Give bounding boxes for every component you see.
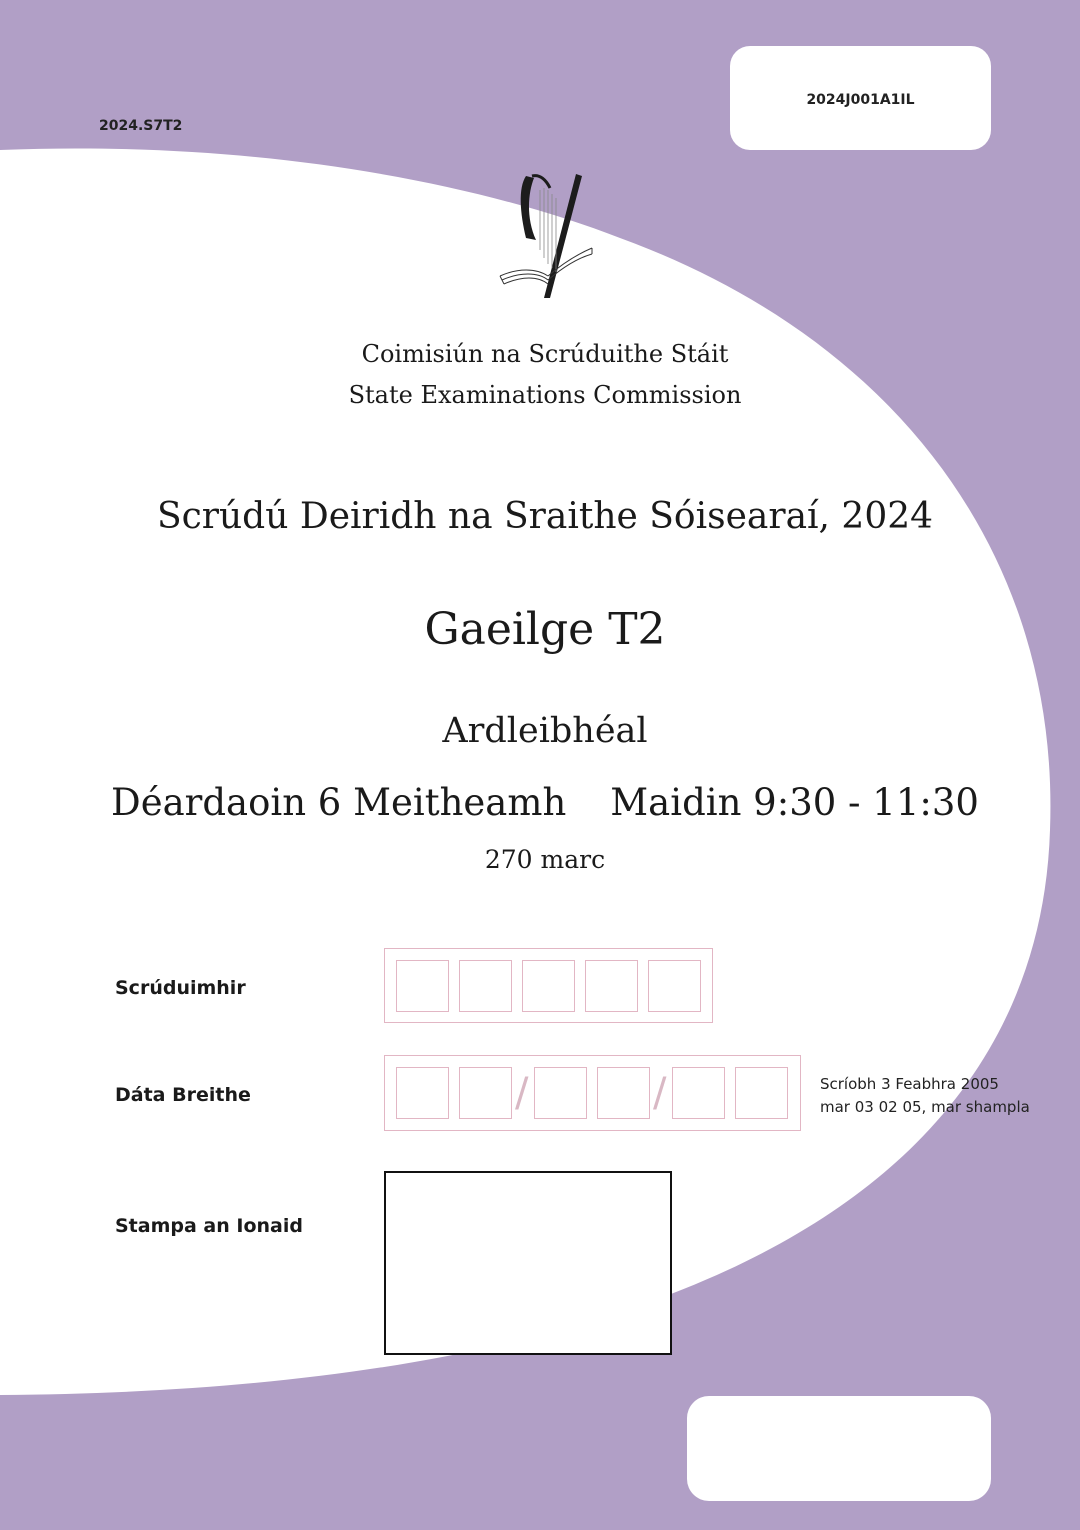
exam-number-digit-box[interactable] (396, 960, 449, 1012)
dob-digit-box[interactable] (459, 1067, 512, 1119)
exam-number-digit-box[interactable] (585, 960, 638, 1012)
level: Ardleibhéal (442, 711, 648, 751)
organisation-name-english: State Examinations Commission (348, 381, 742, 409)
exam-number-digit-box[interactable] (459, 960, 512, 1012)
exam-number-label: Scrúduimhir (115, 977, 246, 999)
harp-book-logo (496, 168, 596, 303)
total-marks: 270 marc (484, 845, 606, 874)
date-hint-line-1: Scríobh 3 Feabhra 2005 (820, 1075, 999, 1093)
date-separator: / (653, 1070, 667, 1116)
exam-date: Déardaoin 6 Meitheamh (111, 781, 567, 824)
date-hint-line-2: mar 03 02 05, mar shampla (820, 1098, 1030, 1116)
exam-number-field[interactable] (384, 948, 713, 1023)
date-separator: / (515, 1070, 529, 1116)
barcode-box (730, 46, 991, 150)
centre-stamp-label: Stampa an Ionaid (115, 1215, 303, 1237)
date-of-birth-label: Dáta Breithe (115, 1084, 251, 1106)
exam-number-digit-box[interactable] (522, 960, 575, 1012)
dob-digit-box[interactable] (396, 1067, 449, 1119)
exam-number-digit-box[interactable] (648, 960, 701, 1012)
dob-digit-box[interactable] (672, 1067, 725, 1119)
bottom-label-box (687, 1396, 991, 1501)
exam-title: Scrúdú Deiridh na Sraithe Sóisearaí, 2024 (156, 496, 934, 537)
paper-code: 2024.S7T2 (99, 118, 183, 134)
date-time-line (0, 781, 1080, 824)
organisation-name-irish: Coimisiún na Scrúduithe Stáit (361, 340, 729, 368)
barcode-code: 2024J001A1IL (806, 92, 915, 108)
dob-digit-box[interactable] (597, 1067, 650, 1119)
exam-time: Maidin 9:30 - 11:30 (610, 781, 979, 824)
centre-stamp-box (384, 1171, 672, 1355)
dob-digit-box[interactable] (735, 1067, 788, 1119)
dob-digit-box[interactable] (534, 1067, 587, 1119)
subject-title: Gaeilge T2 (424, 604, 666, 655)
date-of-birth-field[interactable] (384, 1055, 801, 1131)
